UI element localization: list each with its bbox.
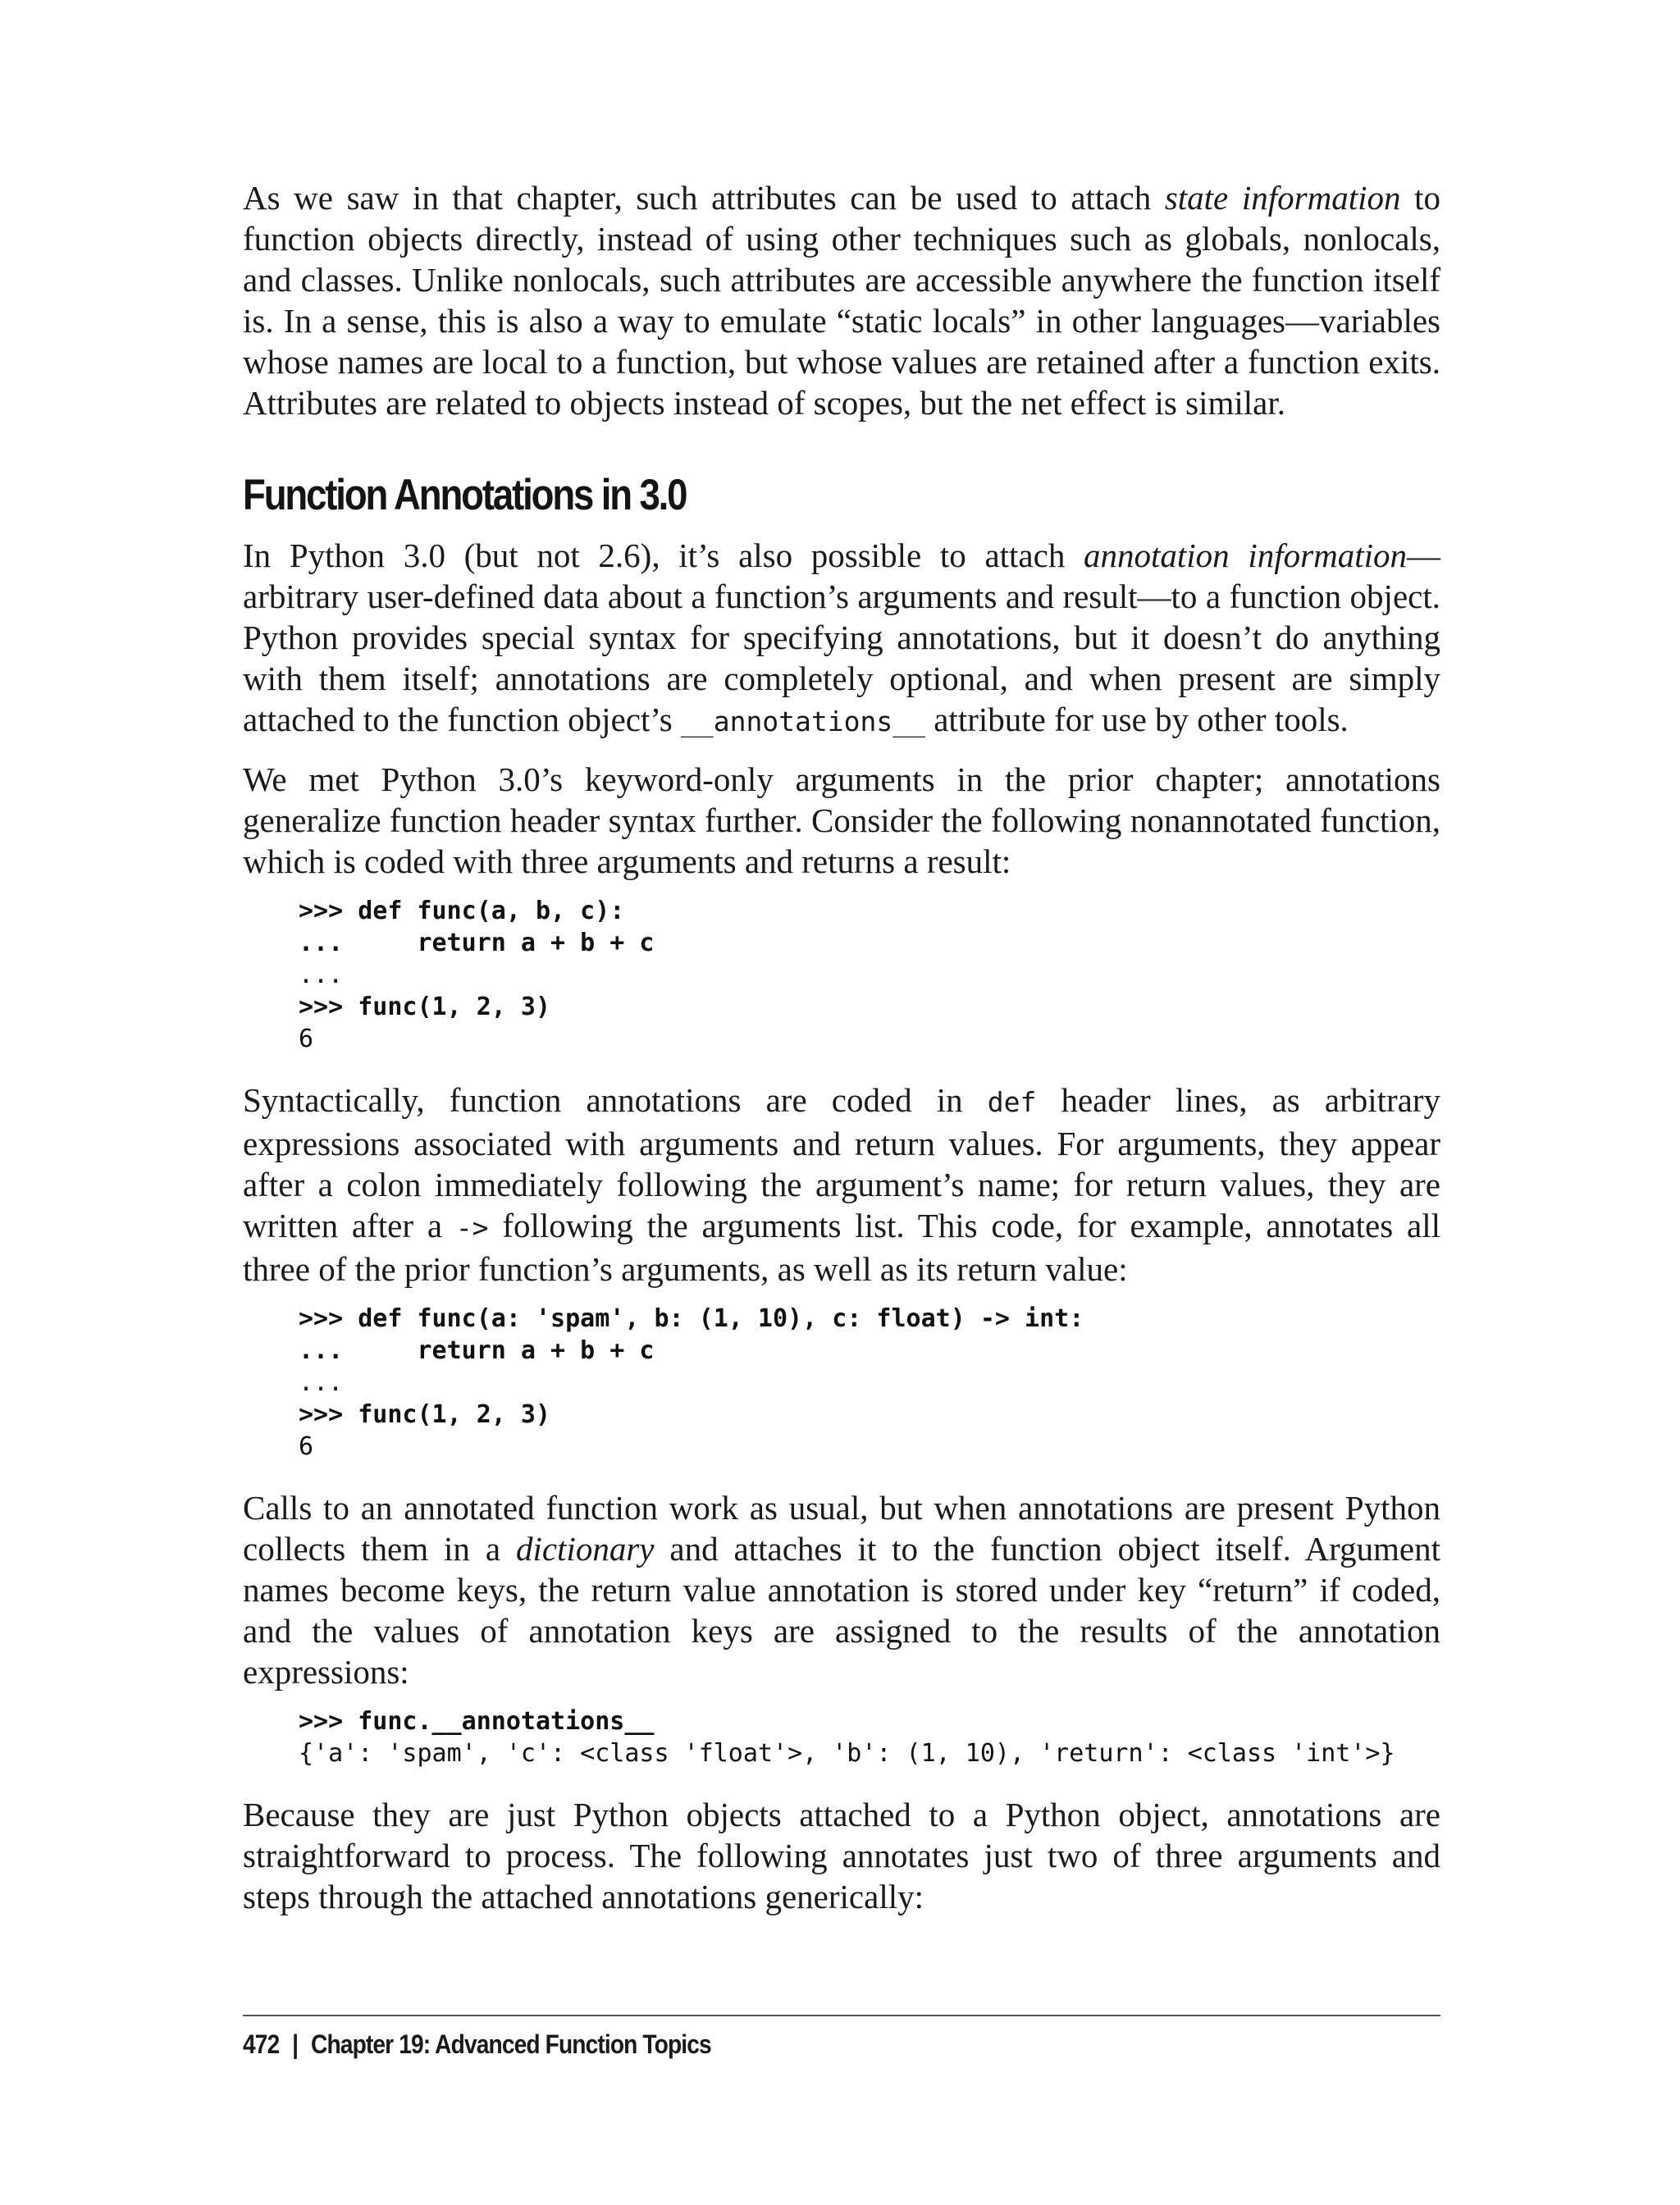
page-number: 472 <box>243 2029 280 2059</box>
paragraph-process: Because they are just Python objects attached to a Python object, annotations are straightforward to process. The following annotates just two of three arguments and steps through the attached annotations generically: <box>243 1796 1440 1915</box>
code-line: ... <box>299 1368 344 1397</box>
text-run: to function objects directly, instead of using other techniques such as globals, nonlocals, and classes. Unlike nonlocals, such attributes are accessible anywhere the function itself is. In a sense, this is also a way to emulate “static locals” in other languages—variables whose names are local to a function, but whose values are retained after a function exits. Attributes are related to objects instead of scopes, but the net effect is similar. <box>243 179 1440 422</box>
text-run: attribute for use by other tools. <box>924 701 1349 738</box>
paragraph-keyword-only: We met Python 3.0’s keyword-only arguments in the prior chapter; annotations generalize function header syntax further. Consider the following nonannotated function, which is coded with three arguments and returns a result: <box>243 760 1440 880</box>
text-run: following the arguments list. This code, for example, annotates all three of the prior function’s arguments, as well as its return value: <box>243 1207 1440 1288</box>
text-run: As we saw in that chapter, such attributes can be used to attach <box>243 179 1165 217</box>
paragraph-syntax <box>243 1080 1440 1290</box>
inline-code: -> <box>455 1212 489 1244</box>
text-run: — arbitrary user-defined data about a function’s arguments and result—to a function object. Python provides special syntax for specifying annotations, but it doesn’t do anything with them itself; annotations are completely optional, and when present are simply attached to the function object’s <box>243 536 1440 738</box>
paragraph-dictionary <box>243 1487 1440 1692</box>
inline-code: def <box>987 1086 1037 1118</box>
text-run: Calls to an annotated function work as usual, but when annotations are present Python collects them in a <box>243 1489 1440 1568</box>
page-footer <box>243 2029 711 2060</box>
text-run: Syntactically, function annotations are coded in <box>243 1081 988 1119</box>
code-output: 6 <box>299 1025 314 1053</box>
code-line: >>> func.__annotations__ <box>299 1707 655 1736</box>
footer-separator: | <box>292 2029 299 2059</box>
footer-rule <box>243 2015 1440 2016</box>
code-line: >>> func(1, 2, 3) <box>299 993 551 1021</box>
text-run: header lines, as arbitrary expressions associated with arguments and return values. For arguments, they appear after a colon immediately following the argument’s name; for return values, they are written after a <box>243 1081 1440 1244</box>
code-line: ... return a + b + c <box>299 929 655 957</box>
emphasis: state information <box>1164 179 1401 217</box>
emphasis: annotation information <box>1084 536 1407 574</box>
text-run: In Python 3.0 (but not 2.6), it’s also possible to attach <box>243 536 1084 574</box>
section-heading: Function Annotations in 3.0 <box>243 471 687 519</box>
code-output: 6 <box>299 1432 314 1461</box>
code-block-nonannotated <box>299 895 1440 1055</box>
text-run: and attaches it to the function object itself. Argument names become keys, the return value annotation is stored under key “return” if coded, and the values of annotation keys are assigned to the results of the annotation expressions: <box>243 1530 1440 1691</box>
paragraph-state-information <box>243 177 1440 423</box>
paragraph-annotations-intro <box>243 535 1440 742</box>
code-line: >>> def func(a: 'spam', b: (1, 10), c: float) -> int: <box>299 1304 1084 1333</box>
inline-code: __annotations__ <box>680 705 925 737</box>
chapter-title: Chapter 19: Advanced Function Topics <box>311 2029 711 2059</box>
code-block-annotations-dict <box>299 1705 1440 1769</box>
emphasis: dictionary <box>515 1530 655 1568</box>
code-line: ... return a + b + c <box>299 1336 655 1365</box>
code-line: >>> func(1, 2, 3) <box>299 1400 551 1429</box>
code-line: >>> def func(a, b, c): <box>299 897 625 925</box>
code-output: {'a': 'spam', 'c': <class 'float'>, 'b': (1, 10), 'return': <class 'int'>} <box>299 1739 1395 1768</box>
page-content <box>243 177 1440 1917</box>
code-line: ... <box>299 961 344 989</box>
code-block-annotated <box>299 1303 1440 1463</box>
